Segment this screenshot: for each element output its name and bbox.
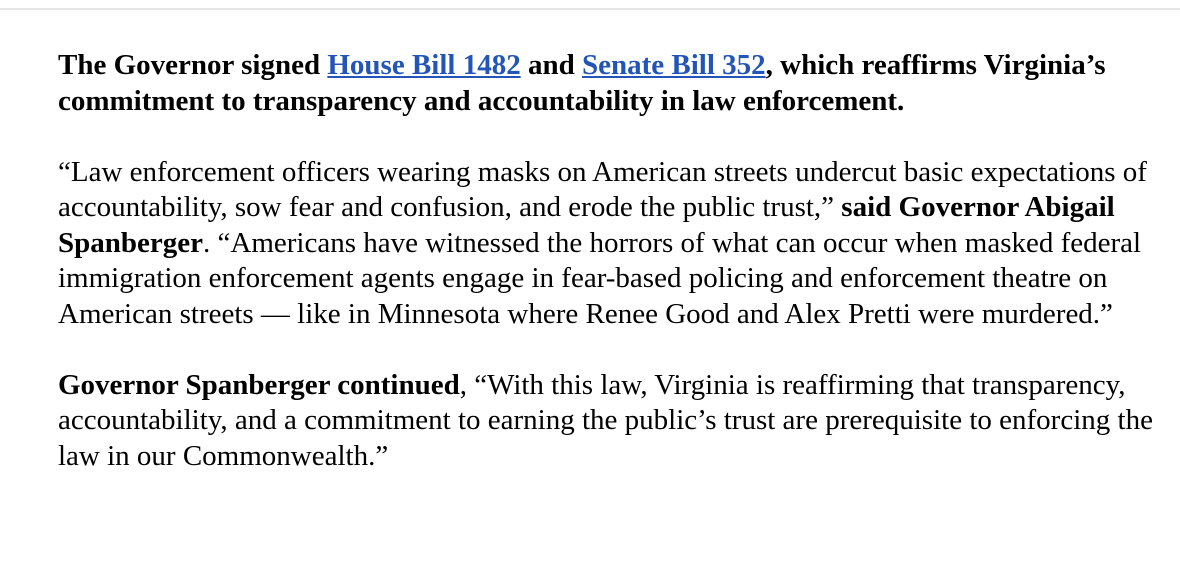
intro-middle: and <box>520 49 582 81</box>
intro-suffix: , which reaffirms Virginia’s commitment to transparency and accountability in law enforcement. <box>58 49 1106 117</box>
quote-paragraph-2 <box>58 368 1168 475</box>
article-body <box>58 48 1168 474</box>
intro-paragraph <box>58 48 1168 119</box>
quote1-attribution: said Governor Abigail Spanberger <box>58 191 1115 259</box>
top-divider <box>0 0 1180 10</box>
senate-bill-link[interactable]: Senate Bill 352 <box>581 49 766 81</box>
quote2-attribution: Governor Spanberger continued <box>58 368 460 401</box>
quote1-continuation: . “Americans have witnessed the horrors of what can occur when masked federal immigration enforcement agents engage in fear-based policing and enforcement theatre on American streets — like in Minnesota where Renee Good and Alex Pretti were murdered.” <box>58 226 1142 330</box>
quote-paragraph-1 <box>58 155 1168 333</box>
intro-prefix: The Governor signed <box>58 49 328 81</box>
house-bill-link[interactable]: House Bill 1482 <box>327 49 521 81</box>
quote2-text: , “With this law, Virginia is reaffirming that transparency, accountability, and a commitment to earning the public’s trust are prerequisite to enforcing the law in our Commonwealth.” <box>58 368 1153 472</box>
quote1-opening: “Law enforcement officers wearing masks on American streets undercut basic expectations of accountability, sow fear and confusion, and erode the public trust,” <box>58 155 1147 223</box>
